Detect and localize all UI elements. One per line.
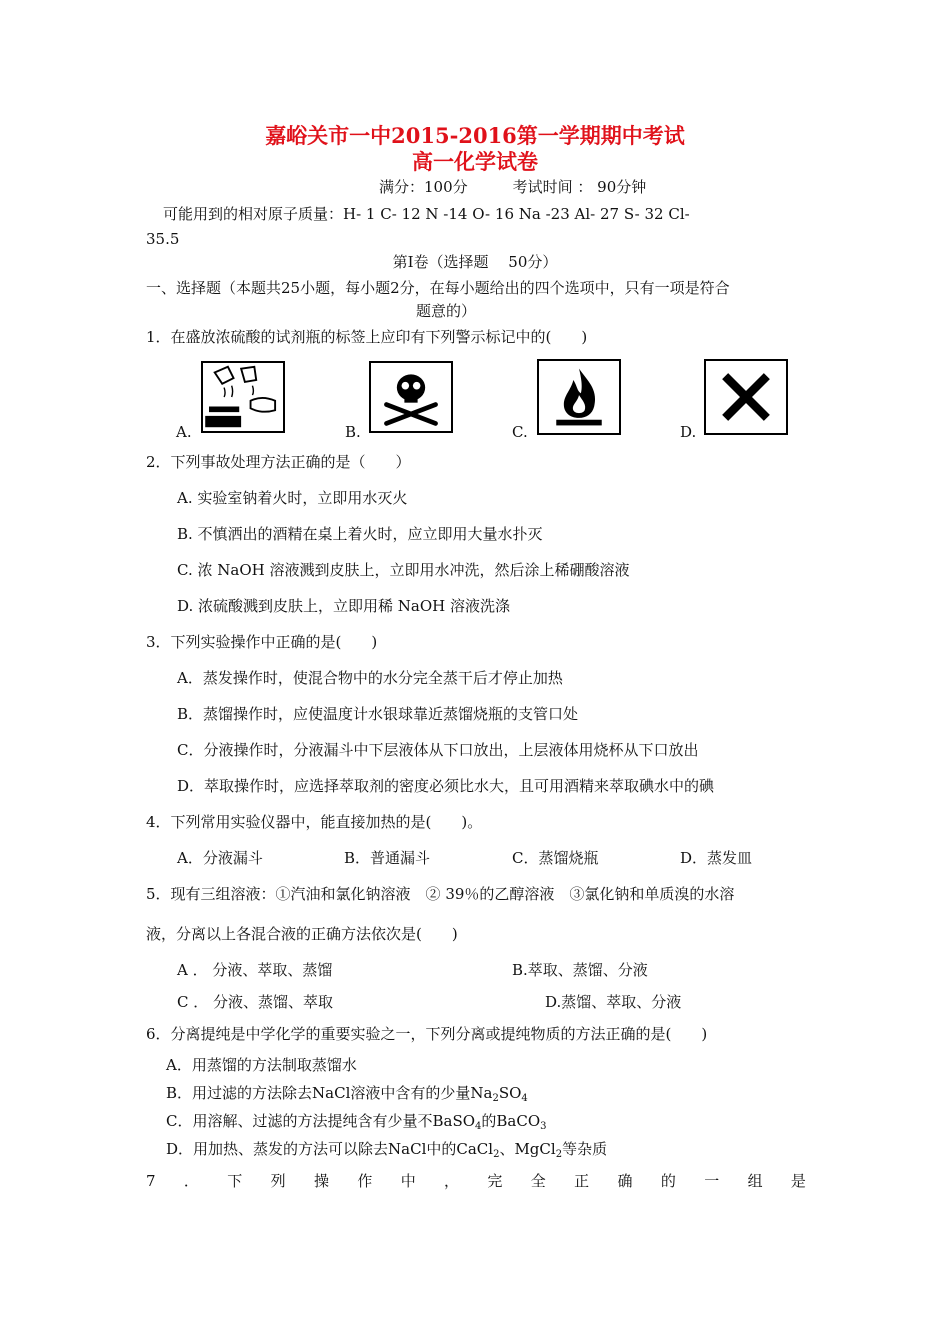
q5-option-a: A ． 分液、萃取、蒸馏 bbox=[177, 961, 333, 979]
flammable-flame-icon bbox=[537, 359, 621, 435]
q5-option-d: D.蒸馏、萃取、分液 bbox=[545, 993, 682, 1011]
q3-option-a: A．蒸发操作时，使混合物中的水分完全蒸干后才停止加热 bbox=[177, 669, 563, 687]
atomic-mass-line-cont: 35.5 bbox=[146, 230, 180, 248]
score-info: 满分：100分 考试时间 ： 90分钟 bbox=[379, 178, 647, 196]
q2-option-d: D. 浓硫酸溅到皮肤上，立即用稀 NaOH 溶液洗涤 bbox=[177, 597, 511, 615]
harmful-x-icon bbox=[704, 359, 788, 435]
q6-option-d: D．用加热、蒸发的方法可以除去NaCl中的CaCl$_2$、MgCl$_2$等杂质 bbox=[166, 1140, 608, 1160]
q6-option-b: B．用过滤的方法除去NaCl溶液中含有的少量$Na_2SO_4$ bbox=[166, 1084, 528, 1104]
q4-option-d: D．蒸发皿 bbox=[680, 849, 753, 867]
q4-option-b: B．普通漏斗 bbox=[344, 849, 431, 867]
question-1-stem: 1．在盛放浓硫酸的试剂瓶的标签上应印有下列警示标记中的( ) bbox=[146, 328, 588, 346]
question-2-stem: 2．下列事故处理方法正确的是（ ） bbox=[146, 453, 411, 471]
question-7-stem: 7 ． 下 列 操 作 中 ， 完 全 正 确 的 一 组 是 bbox=[146, 1172, 806, 1190]
q1-option-c-letter: C. bbox=[512, 423, 528, 441]
question-4-stem: 4．下列常用实验仪器中，能直接加热的是( )。 bbox=[146, 813, 483, 831]
q1-option-b-letter: B. bbox=[345, 423, 361, 441]
q3-option-c: C．分液操作时，分液漏斗中下层液体从下口放出，上层液体用烧杯从下口放出 bbox=[177, 741, 699, 759]
q3-option-b: B．蒸馏操作时，应使温度计水银球靠近蒸馏烧瓶的支管口处 bbox=[177, 705, 579, 723]
q3-option-d: D．萃取操作时，应选择萃取剂的密度必须比水大，且可用酒精来萃取碘水中的碘 bbox=[177, 777, 715, 795]
section-instruction-cont: 题意的） bbox=[416, 302, 477, 320]
q5-option-c: C ． 分液、蒸馏、萃取 bbox=[177, 993, 334, 1011]
q5-option-b: B.萃取、蒸馏、分液 bbox=[512, 961, 648, 979]
corrosive-icon bbox=[201, 361, 285, 433]
q1-option-d-letter: D. bbox=[680, 423, 697, 441]
q4-option-a: A．分液漏斗 bbox=[177, 849, 263, 867]
question-5-stem-cont: 液，分离以上各混合液的正确方法依次是( ) bbox=[146, 925, 458, 943]
q6-option-a: A．用蒸馏的方法制取蒸馏水 bbox=[166, 1056, 357, 1074]
q4-option-c: C．蒸馏烧瓶 bbox=[512, 849, 599, 867]
q2-option-c: C. 浓 NaOH 溶液溅到皮肤上，立即用水冲洗，然后涂上稀硼酸溶液 bbox=[177, 561, 630, 579]
exam-subtitle: 高一化学试卷 bbox=[412, 149, 538, 174]
q2-option-a: A. 实验室钠着火时，立即用水灭火 bbox=[177, 489, 408, 507]
question-5-stem: 5．现有三组溶液：①汽油和氯化钠溶液 ② 39％的乙醇溶液 ③氯化钠和单质溴的水溶 bbox=[146, 885, 735, 903]
q2-option-b: B. 不慎洒出的酒精在桌上着火时，应立即用大量水扑灭 bbox=[177, 525, 543, 543]
question-6-stem: 6．分离提纯是中学化学的重要实验之一，下列分离或提纯物质的方法正确的是( ) bbox=[146, 1025, 708, 1043]
section-heading: 第Ⅰ卷（选择题 50分） bbox=[392, 253, 558, 271]
question-3-stem: 3．下列实验操作中正确的是( ) bbox=[146, 633, 378, 651]
q6-option-c: C．用溶解、过滤的方法提纯含有少量不BaSO$_4$的BaCO$_3$ bbox=[166, 1112, 547, 1132]
toxic-skull-icon bbox=[369, 361, 453, 433]
section-instruction: 一、选择题（本题共25小题，每小题2分，在每小题给出的四个选项中，只有一项是符合 bbox=[146, 279, 730, 297]
atomic-mass-line: 可能用到的相对原子质量：H- 1 C- 12 N -14 O- 16 Na -23 Al- 27 S- 32 Cl- bbox=[163, 205, 690, 223]
exam-title: 嘉峪关市一中2015-2016第一学期期中考试 bbox=[265, 123, 685, 148]
q1-option-a-letter: A. bbox=[176, 423, 192, 441]
